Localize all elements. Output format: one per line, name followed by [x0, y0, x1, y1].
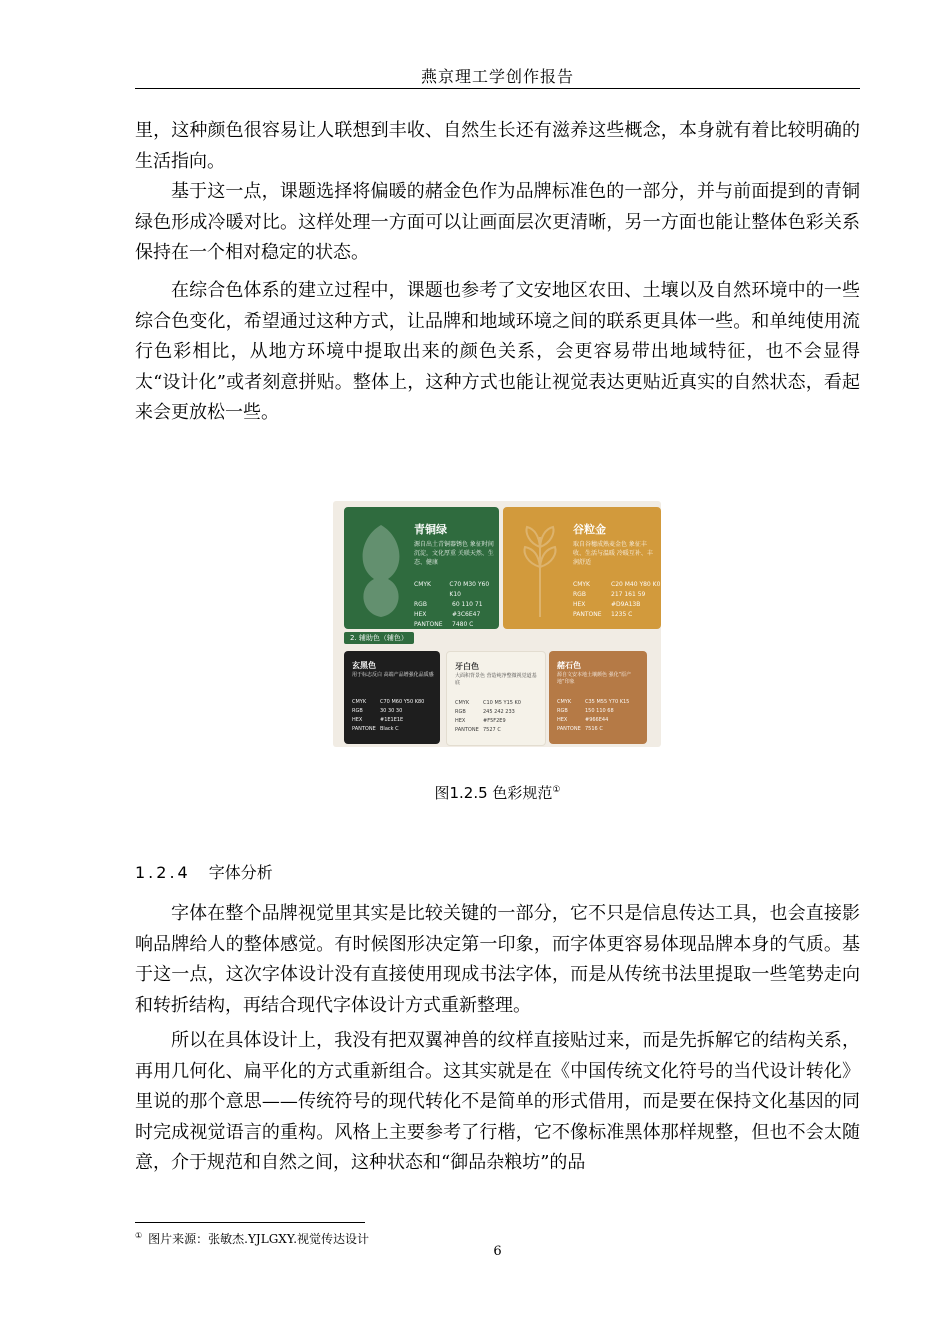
beast-ornament-icon — [350, 517, 412, 623]
card-xuan-black — [344, 651, 440, 744]
footnote-rule — [135, 1222, 365, 1223]
section-heading — [135, 860, 273, 883]
paragraph-5: 所以在具体设计上，我没有把双翼神兽的纹样直接贴过来，而是先拆解它的结构关系，再用几何化、扁平化的方式重新组合。这其实就是在《中国传统文化符号的当代设计转化》里说的那个意思——传统符号的现代转化不是简单的形式借用，而是要在保持文化基因的同时完成视觉语言的重构。风格上主要参考了行楷，它不像标准黑体那样规整，但也不会太随意，介于规范和自然之间，这种状态和“御品杂粮坊”的品 — [135, 1030, 860, 1173]
card-ivory-white — [446, 651, 546, 746]
grain-ornament-icon — [509, 517, 571, 623]
card-desc: 大面积背景色 营造纯净整微视觉道基底 — [455, 673, 537, 686]
card-specs: CMYK C20 M40 Y80 K0 RGB 217 161 59 HEX #D9A13B PANTONE 1235 C — [573, 581, 661, 618]
card-name: 赭石色 — [557, 661, 581, 670]
card-specs: CMYK C70 M60 Y50 K80 RGB 30 30 30 HEX #1E1E1E PANTONE Black C — [352, 699, 425, 732]
paragraph-2: 基于这一点，课题选择将偏暖的赭金色作为品牌标准色的一部分，并与前面提到的青铜绿色形成冷暖对比。这样处理一方面可以让画面层次更清晰，另一方面也能让整体色彩关系保持在一个相对稳定的状态。 — [135, 181, 860, 263]
card-name: 牙白色 — [455, 662, 479, 671]
paragraph-1: 里，这种颜色很容易让人联想到丰收、自然生长还有滋养这些概念，本身就有着比较明确的生活指向。 — [135, 120, 860, 172]
card-name: 玄黑色 — [352, 661, 376, 670]
card-desc: 用于标志反白 高端产品增强化品质感 — [352, 672, 434, 678]
footnote-mark: ① — [135, 1231, 143, 1240]
page-number: 6 — [493, 1244, 502, 1259]
card-desc: 源自出土青铜器锈色 象征时间沉淀，文化厚重 关联天然、生态、健康 — [414, 541, 494, 566]
card-grain-gold — [503, 507, 661, 629]
header-rule — [135, 88, 860, 89]
card-desc: 取自谷穗成熟麦金色 象征丰收、生活与温暖 冷暖互补、丰润舒适 — [573, 541, 653, 566]
figure-caption — [135, 782, 860, 803]
page-header: 燕京理工学创作报告 — [420, 67, 574, 86]
card-ochre — [549, 651, 647, 744]
card-desc: 源自文安本地土壤颜色 强化“原产地”印象 — [557, 672, 632, 685]
card-name: 谷粒金 — [573, 523, 606, 536]
card-bronze-green — [344, 507, 499, 629]
card-specs: CMYK C35 M55 Y70 K15 RGB 150 110 68 HEX #966E44 PANTONE 7516 C — [557, 699, 630, 732]
card-specs: CMYK C10 M5 Y15 K0 RGB 245 242 233 HEX #F5F2E9 PANTONE 7527 C — [455, 700, 521, 733]
card-specs: CMYK C70 M30 Y60 K10 RGB 60 110 71 HEX #3C6E47 PANTONE 7480 C — [414, 581, 490, 628]
section-title: 字体分析 — [208, 863, 273, 882]
footnote-text: 图片来源：张敏杰.YJLGXY.视觉传达设计 — [148, 1232, 370, 1246]
section-number: 1.2.4 — [135, 863, 191, 882]
caption-text: 图1.2.5 色彩规范 — [434, 784, 553, 802]
aux-color-label: 2. 辅助色（辅色） — [344, 632, 414, 644]
footnote-ref[interactable]: ① — [552, 785, 561, 795]
paragraph-4: 字体在整个品牌视觉里其实是比较关键的一部分，它不只是信息传达工具，也会直接影响品牌给人的整体感觉。有时候图形决定第一印象，而字体更容易体现品牌本身的气质。基于这一点，这次字体设计没有直接使用现成书法字体，而是从传统书法里提取一些笔势走向和转折结构，再结合现代字体设计方式重新整理。 — [135, 903, 860, 1016]
color-spec-figure — [333, 501, 661, 747]
card-name: 青铜绿 — [414, 523, 447, 536]
paragraph-3: 在综合色体系的建立过程中，课题也参考了文安地区农田、土壤以及自然环境中的一些综合色变化，希望通过这种方式，让品牌和地域环境之间的联系更具体一些。和单纯使用流行色彩相比，从地方环境中提取出来的颜色关系，会更容易带出地域特征，也不会显得太“设计化”或者刻意拼贴。整体上，这种方式也能让视觉表达更贴近真实的自然状态，看起来会更放松一些。 — [135, 280, 860, 423]
